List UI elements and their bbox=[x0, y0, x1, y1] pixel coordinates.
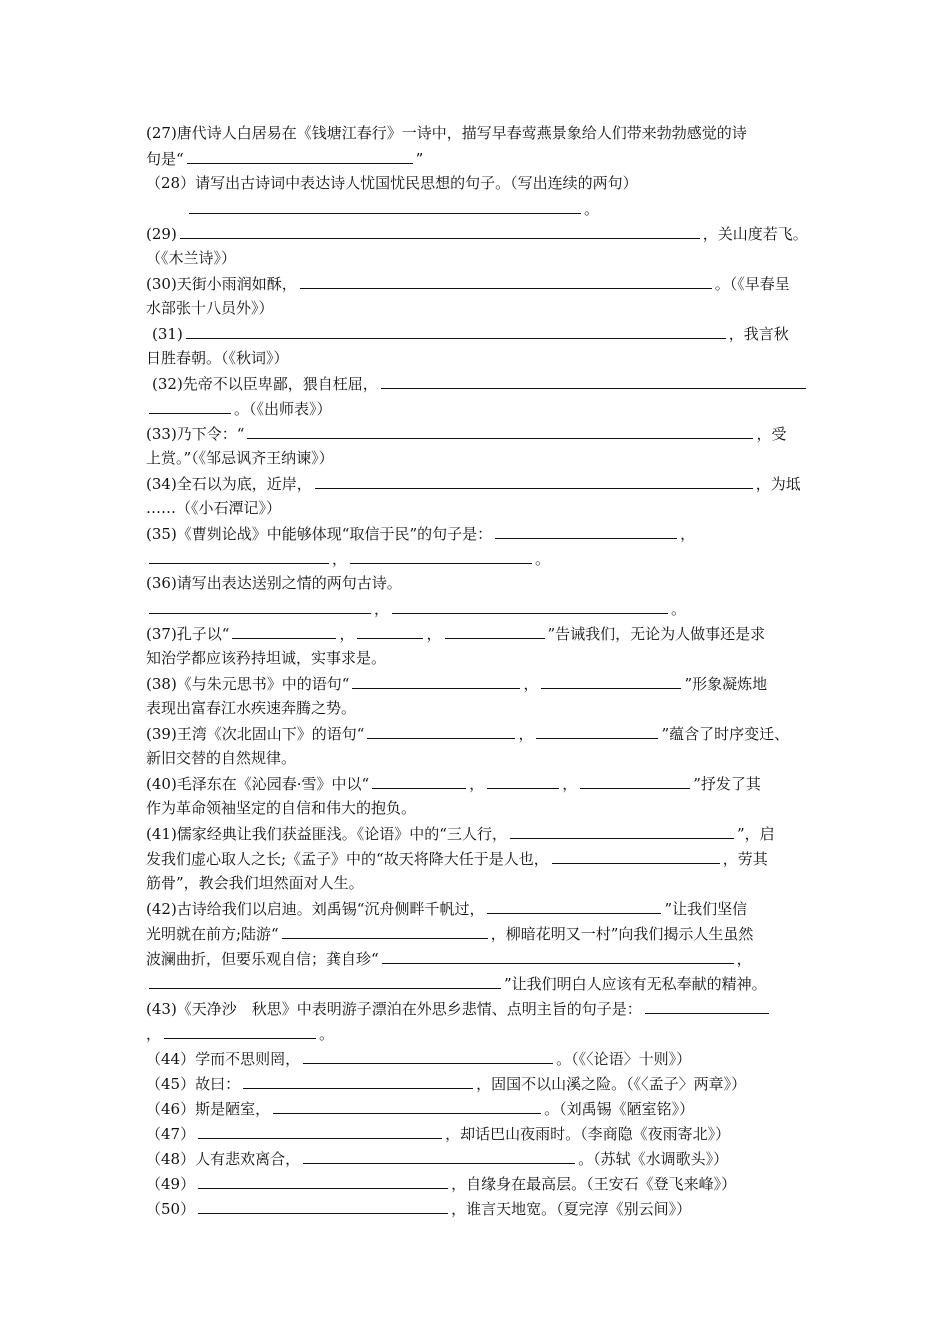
line-text: （45）故曰： bbox=[146, 1075, 241, 1093]
line-text: ” bbox=[415, 150, 424, 168]
answer-blank[interactable] bbox=[552, 849, 720, 864]
answer-blank[interactable] bbox=[303, 1149, 575, 1164]
line-text: (40)毛泽东在《沁园春·雪》中以“ bbox=[146, 775, 370, 793]
line-text: 。（苏轼《水调歌头》） bbox=[578, 1150, 729, 1168]
text-line-21 bbox=[146, 624, 765, 643]
answer-blank[interactable] bbox=[352, 674, 520, 689]
line-text: ……（《小石潭记》） bbox=[146, 499, 282, 517]
line-text: ，劳其 bbox=[722, 850, 768, 868]
text-line-26 bbox=[146, 749, 296, 767]
answer-blank[interactable] bbox=[510, 824, 734, 839]
text-line-11 bbox=[152, 374, 809, 393]
answer-blank[interactable] bbox=[180, 224, 700, 239]
line-text: 。 bbox=[584, 200, 600, 218]
line-text: 。 bbox=[671, 600, 687, 618]
text-line-10 bbox=[146, 349, 289, 367]
answer-blank[interactable] bbox=[149, 549, 329, 564]
text-line-38 bbox=[146, 1049, 691, 1068]
text-line-3 bbox=[146, 174, 638, 192]
line-text: ，关山度若飞。 bbox=[702, 225, 808, 243]
answer-blank[interactable] bbox=[186, 324, 726, 339]
line-text: （50） bbox=[146, 1200, 196, 1218]
answer-blank[interactable] bbox=[372, 774, 466, 789]
text-line-25 bbox=[146, 724, 789, 743]
text-line-29 bbox=[146, 824, 775, 843]
answer-blank[interactable] bbox=[198, 1124, 442, 1139]
text-line-42 bbox=[146, 1149, 728, 1168]
answer-blank[interactable] bbox=[273, 1099, 541, 1114]
text-line-31 bbox=[146, 874, 364, 892]
line-text: ， bbox=[518, 725, 534, 743]
line-text: 光明就在前方;陆游“ bbox=[146, 925, 279, 943]
answer-blank[interactable] bbox=[149, 399, 231, 414]
answer-blank[interactable] bbox=[149, 599, 371, 614]
answer-blank[interactable] bbox=[189, 199, 581, 214]
line-text: ”，启 bbox=[736, 825, 775, 843]
line-text: 表现出富春江水疾速奔腾之势。 bbox=[146, 699, 357, 717]
answer-blank[interactable] bbox=[367, 724, 515, 739]
line-text: ”抒发了其 bbox=[693, 775, 761, 793]
line-text: (30)天街小雨润如酥， bbox=[146, 275, 297, 293]
text-line-39 bbox=[146, 1074, 746, 1093]
text-line-32 bbox=[146, 899, 747, 918]
line-text: ， bbox=[562, 775, 578, 793]
answer-blank[interactable] bbox=[282, 924, 488, 939]
line-text: 发我们虚心取人之长;《孟子》中的“故天将降大任于是人也， bbox=[146, 850, 549, 868]
answer-blank[interactable] bbox=[357, 624, 423, 639]
line-text: ，我言秋 bbox=[728, 325, 789, 343]
answer-blank[interactable] bbox=[243, 1074, 473, 1089]
text-line-37 bbox=[146, 1024, 334, 1043]
line-text: 筋骨”，教会我们坦然面对人生。 bbox=[146, 874, 364, 892]
line-text: 。 bbox=[535, 550, 551, 568]
line-text: ， bbox=[426, 625, 442, 643]
answer-blank[interactable] bbox=[392, 599, 668, 614]
line-text: ， bbox=[332, 550, 348, 568]
text-line-36 bbox=[146, 999, 772, 1018]
line-text: ，却话巴山夜雨时。（李商隐《夜雨寄北》） bbox=[445, 1125, 731, 1143]
line-text: 。（刘禹锡《陋室铭》） bbox=[544, 1100, 695, 1118]
answer-blank[interactable] bbox=[536, 724, 658, 739]
line-text: (36)请写出表达送别之情的两句古诗。 bbox=[146, 574, 402, 592]
line-text: ， bbox=[374, 600, 390, 618]
answer-blank[interactable] bbox=[247, 424, 753, 439]
line-text: (34)全石以为底，近岸， bbox=[146, 475, 312, 493]
answer-blank[interactable] bbox=[187, 149, 413, 164]
line-text: (31) bbox=[152, 325, 183, 343]
line-text: ，自缘身在最高层。（王安石《登飞来峰》） bbox=[451, 1175, 737, 1193]
answer-blank[interactable] bbox=[445, 624, 545, 639]
line-text: ，为坻 bbox=[755, 475, 801, 493]
line-text: 。（《〈论语〉十则》） bbox=[556, 1050, 692, 1068]
line-text: 波澜曲折，但要乐观自信；龚自珍“ bbox=[146, 950, 379, 968]
text-line-19 bbox=[146, 574, 402, 592]
line-text: ， bbox=[339, 625, 355, 643]
line-text: (39)王湾《次北固山下》的语句“ bbox=[146, 725, 365, 743]
text-line-4 bbox=[186, 199, 599, 218]
answer-blank[interactable] bbox=[495, 524, 677, 539]
answer-blank[interactable] bbox=[232, 624, 336, 639]
text-line-5 bbox=[146, 224, 808, 243]
text-line-8 bbox=[146, 299, 274, 317]
line-text: ，柳暗花明又一村”向我们揭示人生虽然 bbox=[490, 925, 754, 943]
line-text: ”告诫我们，无论为人做事还是求 bbox=[547, 625, 766, 643]
answer-blank[interactable] bbox=[487, 899, 661, 914]
line-text: ”让我们明白人应该有无私奉献的精神。 bbox=[504, 975, 767, 993]
text-line-1 bbox=[146, 124, 747, 142]
line-text: 。（《出师表》） bbox=[234, 400, 332, 418]
line-text: (29) bbox=[146, 225, 177, 243]
text-line-34 bbox=[146, 949, 752, 968]
text-line-30 bbox=[146, 849, 768, 868]
answer-blank[interactable] bbox=[382, 949, 734, 964]
text-line-33 bbox=[146, 924, 753, 943]
answer-blank[interactable] bbox=[303, 1049, 553, 1064]
line-text: 。 bbox=[319, 1025, 335, 1043]
line-text: (27)唐代诗人白居易在《钱塘江春行》一诗中，描写早春莺燕景象给人们带来勃勃感觉的诗 bbox=[146, 124, 747, 142]
text-line-22 bbox=[146, 649, 386, 667]
text-line-44 bbox=[146, 1199, 691, 1218]
line-text: (41)儒家经典让我们获益匪浅。《论语》中的“三人行， bbox=[146, 825, 507, 843]
text-line-27 bbox=[146, 774, 761, 793]
line-text: （28）请写出古诗词中表达诗人忧国忧民思想的句子。（写出连续的两句） bbox=[146, 174, 638, 192]
text-line-15 bbox=[146, 474, 801, 493]
text-line-6 bbox=[146, 249, 236, 267]
line-text: （44）学而不思则罔， bbox=[146, 1050, 301, 1068]
text-line-18 bbox=[146, 549, 550, 568]
answer-blank[interactable] bbox=[198, 1199, 448, 1214]
answer-blank[interactable] bbox=[350, 549, 532, 564]
line-text: ”蕴含了时序变迁、 bbox=[661, 725, 790, 743]
text-line-40 bbox=[146, 1099, 694, 1118]
line-text: ，谁言天地宽。（夏完淳《别云间》） bbox=[451, 1200, 692, 1218]
line-text: 上赏。”（《邹忌讽齐王纳谏》） bbox=[146, 449, 334, 467]
line-text: (32)先帝不以臣卑鄙，猥自枉屈， bbox=[152, 375, 378, 393]
text-line-7 bbox=[146, 274, 790, 293]
line-text: (33)乃下令：“ bbox=[146, 425, 245, 443]
text-line-43 bbox=[146, 1174, 736, 1193]
line-text: ， bbox=[523, 675, 539, 693]
text-line-35 bbox=[146, 974, 767, 993]
line-text: 日胜春朝。（《秋词》） bbox=[146, 349, 289, 367]
answer-blank[interactable] bbox=[645, 999, 769, 1014]
line-text: 句是“ bbox=[146, 150, 184, 168]
text-line-2 bbox=[146, 149, 423, 168]
text-line-41 bbox=[146, 1124, 730, 1143]
line-text: （46）斯是陋室， bbox=[146, 1100, 271, 1118]
text-line-23 bbox=[146, 674, 767, 693]
answer-blank[interactable] bbox=[300, 274, 712, 289]
line-text: ， bbox=[680, 525, 696, 543]
line-text: ，固国不以山溪之险。（《〈孟子〉两章》） bbox=[476, 1075, 747, 1093]
line-text: ”形象凝炼地 bbox=[684, 675, 768, 693]
line-text: ， bbox=[736, 950, 752, 968]
text-line-16 bbox=[146, 499, 281, 517]
line-text: 。（《早春呈 bbox=[714, 275, 790, 293]
text-line-20 bbox=[146, 599, 686, 618]
line-text: ， bbox=[146, 1025, 162, 1043]
text-line-13 bbox=[146, 424, 786, 443]
text-line-9 bbox=[152, 324, 789, 343]
line-text: 作为革命领袖坚定的自信和伟大的抱负。 bbox=[146, 799, 417, 817]
line-text: ，受 bbox=[756, 425, 787, 443]
line-text: ， bbox=[469, 775, 485, 793]
line-text: (43)《天净沙 秋思》中表明游子漂泊在外思乡悲情、点明主旨的句子是： bbox=[146, 1000, 642, 1018]
line-text: (37)孔子以“ bbox=[146, 625, 230, 643]
line-text: 水部张十八员外》） bbox=[146, 299, 274, 317]
answer-blank[interactable] bbox=[164, 1024, 316, 1039]
line-text: （47） bbox=[146, 1125, 196, 1143]
line-text: (42)古诗给我们以启迪。刘禹锡“沉舟侧畔千帆过， bbox=[146, 900, 485, 918]
line-text: （48）人有悲欢离合， bbox=[146, 1150, 301, 1168]
text-line-12 bbox=[146, 399, 332, 418]
line-text: 新旧交替的自然规律。 bbox=[146, 749, 297, 767]
text-line-14 bbox=[146, 449, 334, 467]
answer-blank[interactable] bbox=[541, 674, 681, 689]
line-text: （《木兰诗》） bbox=[146, 249, 237, 267]
line-text: ”让我们坚信 bbox=[664, 900, 748, 918]
line-text: (38)《与朱元思书》中的语句“ bbox=[146, 675, 350, 693]
answer-blank[interactable] bbox=[487, 774, 559, 789]
answer-blank[interactable] bbox=[381, 374, 806, 389]
line-text: (35)《曹刿论战》中能够体现“取信于民”的句子是： bbox=[146, 525, 493, 543]
answer-blank[interactable] bbox=[149, 974, 501, 989]
text-line-28 bbox=[146, 799, 416, 817]
answer-blank[interactable] bbox=[315, 474, 753, 489]
line-text: 知治学都应该矜持坦诚，实事求是。 bbox=[146, 649, 387, 667]
line-text: （49） bbox=[146, 1175, 196, 1193]
text-line-24 bbox=[146, 699, 356, 717]
text-line-17 bbox=[146, 524, 695, 543]
answer-blank[interactable] bbox=[198, 1174, 448, 1189]
answer-blank[interactable] bbox=[580, 774, 690, 789]
